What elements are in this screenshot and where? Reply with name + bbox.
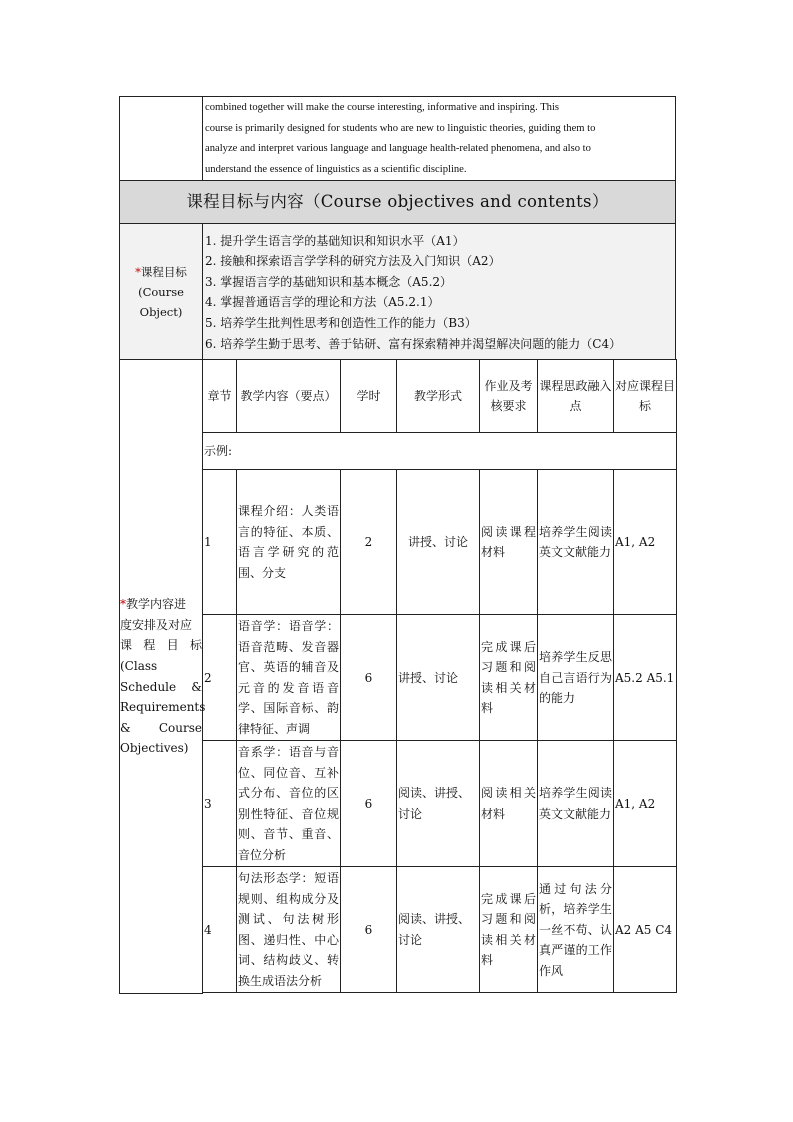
header-homework: 作业及考核要求: [480, 360, 538, 433]
header-hours: 学时: [341, 360, 397, 433]
row-target: A1, A2: [614, 741, 677, 867]
header-form: 教学形式: [397, 360, 480, 433]
objective-item: 5. 培养学生批判性思考和创造性工作的能力（B3）: [205, 315, 477, 330]
example-label: 示例:: [203, 433, 677, 470]
intro-line: combined together will make the course interesting, informative and inspiring. This: [205, 102, 560, 113]
row-chapter: 3: [203, 741, 237, 867]
schedule-label-line: 度安排及对应: [120, 617, 193, 632]
objectives-label-en: Object): [139, 304, 183, 319]
row-form: 讲授、讨论: [397, 615, 480, 741]
schedule-label-line: Requirements: [120, 700, 206, 715]
row-content: 语音学：语音学：语音范畴、发音器官、英语的辅音及元音的发音语音学、国际音标、韵律特征、声调: [237, 615, 341, 741]
schedule-label-line: 课 程 目 标: [120, 638, 202, 653]
objectives-label-cn: 课程目标: [140, 264, 187, 279]
row-hours: 6: [341, 867, 397, 993]
intro-line: understand the essence of linguistics as a scientific discipline.: [205, 163, 467, 175]
row-form: 阅读、讲授、讨论: [397, 741, 480, 867]
section-title: 课程目标与内容（Course objectives and contents）: [120, 181, 676, 224]
schedule-label-line: Schedule &: [120, 679, 202, 694]
header-content: 教学内容（要点）: [237, 360, 341, 433]
required-star: *: [135, 264, 141, 279]
row-hours: 6: [341, 615, 397, 741]
row-form: 讲授、讨论: [397, 470, 480, 615]
row-chapter: 1: [203, 470, 237, 615]
row-chapter: 4: [203, 867, 237, 993]
row-ideology: 通过句法分析，培养学生一丝不苟、认真严谨的工作作风: [538, 867, 614, 993]
row-ideology: 培养学生阅读英文文献能力: [538, 741, 614, 867]
table-row: [203, 615, 677, 741]
intro-line: analyze and interpret various language and language health-related phenomena, and also to: [205, 143, 591, 155]
intro-text: [203, 97, 676, 181]
schedule-label-line: Objectives): [120, 741, 189, 756]
syllabus-document: [119, 96, 675, 994]
row-target: A2 A5 C4: [614, 867, 677, 993]
row-content: 句法形态学：短语规则、组构成分及测试、句法树形图、递归性、中心词、结构歧义、转换生成语法分析: [237, 867, 341, 993]
schedule-header-row: [203, 360, 677, 433]
row-homework: 阅读相关材料: [480, 741, 538, 867]
required-star: *: [120, 597, 126, 612]
row-content: 课程介绍：人类语言的特征、本质、语言学研究的范围、分支: [237, 470, 341, 615]
syllabus-table: [119, 96, 676, 994]
table-row: [203, 741, 677, 867]
row-homework: 完成课后习题和阅读相关材料: [480, 867, 538, 993]
objectives-label: [120, 224, 203, 360]
schedule-label: [120, 360, 206, 994]
intro-line: course is primarily designed for students who are new to linguistic theories, guiding them to: [205, 122, 596, 134]
header-target: 对应课程目标: [614, 360, 677, 433]
schedule-cell: [203, 360, 676, 994]
row-form: 阅读、讲授、讨论: [397, 867, 480, 993]
objective-item: 4. 掌握普通语言学的理论和方法（A5.2.1）: [205, 295, 440, 310]
intro-left-cell: [120, 97, 203, 181]
objective-item: 2. 接触和探索语言学学科的研究方法及入门知识（A2）: [205, 254, 501, 269]
header-chapter: 章节: [203, 360, 237, 433]
objectives-list: [203, 224, 676, 360]
objective-item: 1. 提升学生语言学的基础知识和知识水平（A1）: [205, 233, 465, 248]
row-chapter: 2: [203, 615, 237, 741]
schedule-table: [202, 359, 677, 993]
row-hours: 2: [341, 470, 397, 615]
row-homework: 完成课后习题和阅读相关材料: [480, 615, 538, 741]
example-row: [203, 433, 677, 470]
objective-item: 3. 掌握语言学的基础知识和基本概念（A5.2）: [205, 274, 453, 289]
row-target: A5.2 A5.1: [614, 615, 677, 741]
schedule-label-line: & Course: [120, 720, 202, 735]
row-ideology: 培养学生阅读英文文献能力: [538, 470, 614, 615]
objectives-label-en: (Course: [138, 284, 184, 299]
row-content: 音系学：语音与音位、同位音、互补式分布、音位的区别性特征、音位规则、音节、重音、音位分析: [237, 741, 341, 867]
objective-item: 6. 培养学生勤于思考、善于钻研、富有探索精神并渴望解决问题的能力（C4）: [205, 336, 622, 351]
row-hours: 6: [341, 741, 397, 867]
row-ideology: 培养学生反思自己言语行为的能力: [538, 615, 614, 741]
schedule-label-line: 教学内容进: [126, 597, 187, 612]
schedule-label-line: (Class: [120, 659, 158, 674]
row-target: A1, A2: [614, 470, 677, 615]
table-row: [203, 867, 677, 993]
row-homework: 阅读课程材料: [480, 470, 538, 615]
header-ideology: 课程思政融入点: [538, 360, 614, 433]
table-row: [203, 470, 677, 615]
